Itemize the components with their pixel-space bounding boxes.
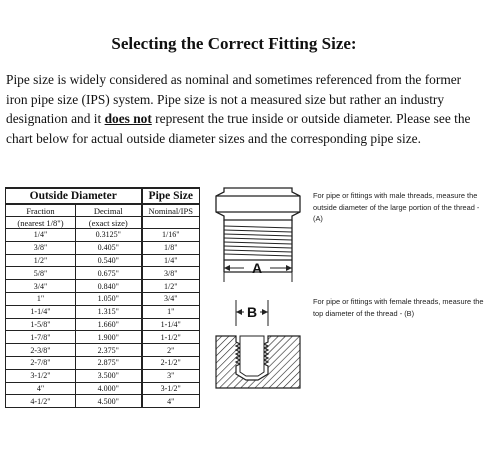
intro-paragraph: [6, 70, 482, 148]
female-thread-note: For pipe or fittings with female threads, measure the top diameter of the thread - (B): [313, 297, 484, 318]
header-pipe-size: Pipe Size: [142, 188, 200, 204]
table-row: [6, 369, 200, 382]
header-outside-diameter: Outside Diameter: [6, 188, 142, 204]
intro-text-part2: represent the true inside or outside diameter. Please see the chart below for actual outside diameter sizes and the corresponding pipe size.: [6, 111, 471, 146]
cell-fraction: 4-1/2": [6, 395, 76, 408]
table-row: [6, 344, 200, 357]
subheader-fraction: Fraction: [6, 204, 76, 217]
cell-pipe-size: 1/2": [142, 280, 200, 293]
table-header-row: [6, 188, 200, 204]
bore: [240, 336, 264, 376]
cell-decimal: 1.050": [76, 292, 142, 305]
cell-pipe-size: 3": [142, 369, 200, 382]
table-row: [6, 356, 200, 369]
cell-pipe-size: 1-1/2": [142, 331, 200, 344]
cell-fraction: 2-7/8": [6, 356, 76, 369]
cell-pipe-size: 4": [142, 395, 200, 408]
cell-decimal: 1.900": [76, 331, 142, 344]
cell-fraction: 1-7/8": [6, 331, 76, 344]
cell-decimal: 4.500": [76, 395, 142, 408]
cell-decimal: 0.540": [76, 254, 142, 267]
cell-pipe-size: 2": [142, 344, 200, 357]
table-row: [6, 331, 200, 344]
cell-pipe-size: 1": [142, 305, 200, 318]
table-row: [6, 267, 200, 280]
cell-pipe-size: 3/4": [142, 292, 200, 305]
cell-fraction: 1/4": [6, 229, 76, 242]
cell-fraction: 5/8": [6, 267, 76, 280]
cell-pipe-size: 3/8": [142, 267, 200, 280]
cell-fraction: 3-1/2": [6, 369, 76, 382]
cell-decimal: 2.375": [76, 344, 142, 357]
cell-pipe-size: 1/8": [142, 241, 200, 254]
cell-decimal: 3.500": [76, 369, 142, 382]
cell-fraction: 4": [6, 382, 76, 395]
table-row: [6, 254, 200, 267]
table-row: [6, 318, 200, 331]
cell-decimal: 4.000": [76, 382, 142, 395]
size-chart-table: [5, 187, 200, 408]
female-thread-diagram: [212, 296, 304, 392]
table-subheader-note-row: [6, 217, 200, 229]
subheader-nominal: Nominal/IPS: [142, 204, 200, 217]
thread-lines: [224, 226, 292, 256]
intro-text-part1: Pipe size is widely considered as nominal and sometimes referenced from the former iron pipe size (IPS) system. Pipe size is not a measured size but rather an industry designation and it: [6, 72, 462, 127]
cell-pipe-size: 1/16": [142, 229, 200, 242]
table-row: [6, 229, 200, 242]
cell-fraction: 1": [6, 292, 76, 305]
table-row: [6, 382, 200, 395]
label-b: B: [246, 304, 258, 320]
subheader-empty: [142, 217, 200, 229]
table-row: [6, 395, 200, 408]
cell-pipe-size: 1-1/4": [142, 318, 200, 331]
cell-fraction: 1-5/8": [6, 318, 76, 331]
cell-decimal: 0.675": [76, 267, 142, 280]
male-thread-note: For pipe or fittings with male threads, measure the outside diameter of the large portion of the thread - (A): [313, 191, 480, 224]
cell-fraction: 3/4": [6, 280, 76, 293]
cell-fraction: 1-1/4": [6, 305, 76, 318]
table-row: [6, 292, 200, 305]
table-row: [6, 241, 200, 254]
page-title: Selecting the Correct Fitting Size:: [111, 34, 357, 53]
cell-decimal: 0.3125": [76, 229, 142, 242]
cell-decimal: 0.405": [76, 241, 142, 254]
table-row: [6, 280, 200, 293]
table-subheader-row: [6, 204, 200, 217]
cell-pipe-size: 2-1/2": [142, 356, 200, 369]
subheader-decimal: Decimal: [76, 204, 142, 217]
cell-decimal: 1.660": [76, 318, 142, 331]
cell-decimal: 2.875": [76, 356, 142, 369]
fitting-head: [216, 188, 300, 220]
male-thread-diagram: [212, 186, 304, 286]
subheader-fraction-note: (nearest 1/8"): [6, 217, 76, 229]
label-a: A: [251, 260, 263, 276]
cell-fraction: 2-3/8": [6, 344, 76, 357]
cell-pipe-size: 1/4": [142, 254, 200, 267]
cell-pipe-size: 3-1/2": [142, 382, 200, 395]
cell-fraction: 1/2": [6, 254, 76, 267]
table-row: [6, 305, 200, 318]
cell-fraction: 3/8": [6, 241, 76, 254]
cell-decimal: 0.840": [76, 280, 142, 293]
cell-decimal: 1.315": [76, 305, 142, 318]
subheader-decimal-note: (exact size): [76, 217, 142, 229]
intro-emphasis: does not: [104, 111, 152, 127]
